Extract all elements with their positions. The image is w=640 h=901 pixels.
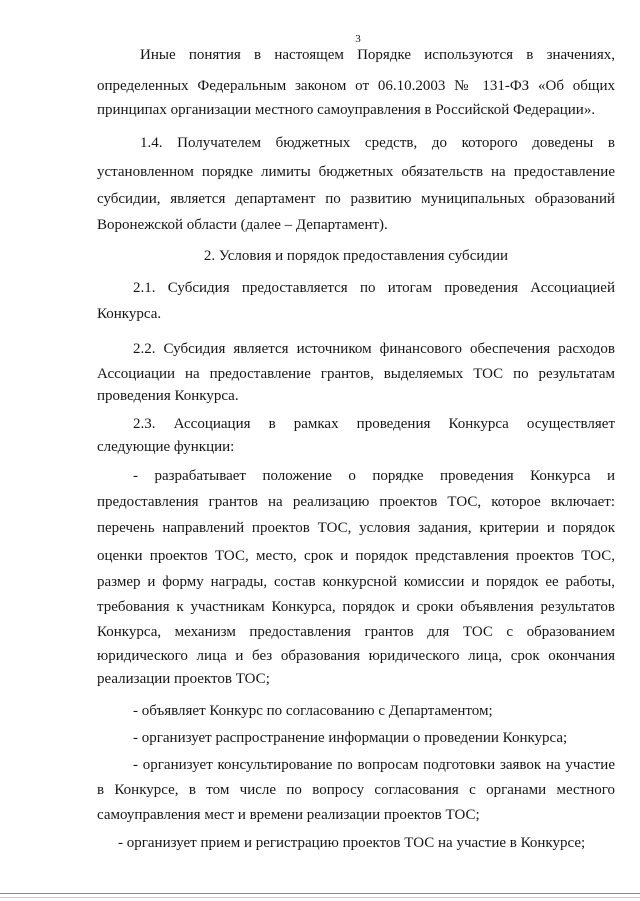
text-line: проведения Конкурса. (97, 388, 239, 404)
text-line: 2.1. Субсидия предоставляется по итогам проведения Ассоциацией (133, 280, 615, 296)
text-line: Конкурса. (97, 306, 162, 322)
text-line: 2.2. Субсидия является источником финансового обеспечения расходов (133, 341, 615, 357)
text-line: Ассоциации на предоставление грантов, выделяемых ТОС по результатам (97, 366, 615, 382)
text-line: - разрабатывает положение о порядке проведения Конкурса и (133, 468, 615, 484)
text-line: самоуправления мест и времени реализации проектов ТОС; (97, 807, 480, 823)
text-line: 2.3. Ассоциация в рамках проведения Конкурса осуществляет (133, 416, 615, 432)
text-line: определенных Федеральным законом от 06.10.2003 № 131-ФЗ «Об общих (97, 78, 615, 94)
text-line: перечень направлений проектов ТОС, условия задания, критерии и порядок (97, 520, 615, 536)
text-line: 1.4. Получателем бюджетных средств, до которого доведены в (140, 135, 615, 151)
text-line: принципах организации местного самоуправления в Российской Федерации». (97, 102, 596, 118)
text-line: в Конкурсе, в том числе по вопросу согласования с органами местного (97, 782, 615, 798)
section-heading: 2. Условия и порядок предоставления субсидии (203, 248, 509, 264)
text-line: установленном порядке лимиты бюджетных обязательств на предоставление (97, 164, 615, 180)
text-line: Иные понятия в настоящем Порядке используются в значениях, (140, 47, 615, 63)
text-line: - организует распространение информации о проведении Конкурса; (133, 730, 568, 746)
text-line: размер и форму награды, состав конкурсной комиссии и порядок ее работы, (97, 574, 615, 590)
text-line: Воронежской области (далее – Департамент). (97, 217, 388, 233)
text-line: - объявляет Конкурс по согласованию с Департаментом; (133, 703, 493, 719)
text-line: требования к участникам Конкурса, порядок и сроки объявления результатов (97, 599, 615, 615)
text-line: оценки проектов ТОС, место, срок и порядок представления проектов ТОС, (97, 548, 615, 564)
page-number: 3 (355, 33, 361, 45)
text-line: Конкурса, механизм предоставления грантов для ТОС с образованием (97, 624, 615, 640)
text-line: реализации проектов ТОС; (97, 671, 270, 687)
page-edge-line (0, 893, 640, 894)
text-line: предоставления грантов на реализацию проектов ТОС, которое включает: (97, 494, 615, 510)
page-edge-line (0, 897, 640, 898)
text-line: субсидии, является департамент по развитию муниципальных образований (97, 191, 615, 207)
text-line: юридического лица и без образования юридического лица, срок окончания (97, 648, 615, 664)
text-line: - организует прием и регистрацию проектов ТОС на участие в Конкурсе; (118, 835, 586, 851)
text-line: - организует консультирование по вопросам подготовки заявок на участие (133, 757, 615, 773)
text-line: следующие функции: (97, 439, 235, 455)
